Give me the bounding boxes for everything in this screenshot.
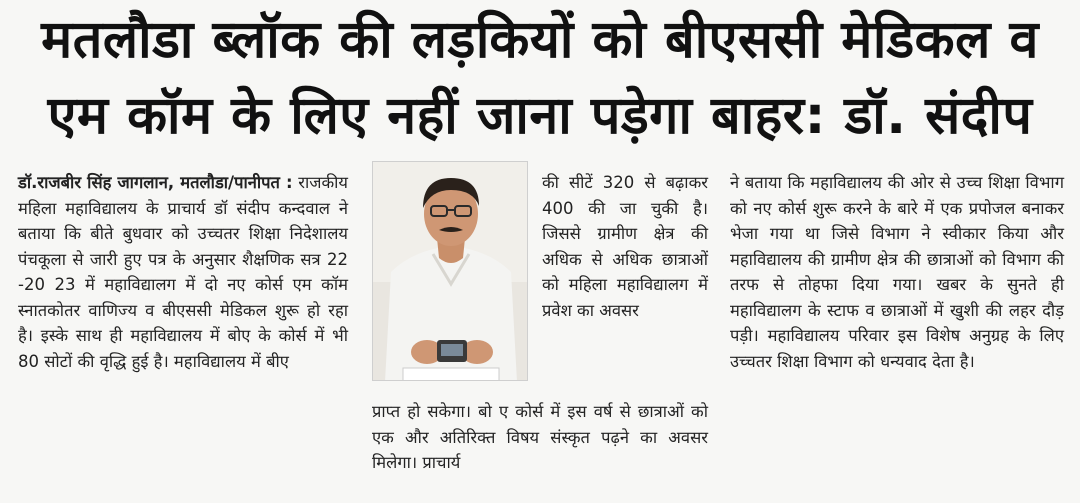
- column-2-top-text: की सीटें 320 से बढ़ाकर 400 की जा चुकी है। जिससे ग्रामीण क्षेत्र की अधिक से अधिक छात्राओं को महिला महाविद्यालग में प्रवेश का अवसर: [542, 173, 708, 320]
- headline-line-2: एम कॉम के लिए नहीं जाना पड़ेगा बाहर: डॉ. संदीप: [47, 86, 1033, 146]
- column-2-bottom-text: प्राप्त हो सकेगा। बो ए कोर्स में इस वर्ष से छात्राओं को एक और अतिरिक्त विषय संस्कृत पढ़ने का अवसर मिलेगा। प्राचार्य: [372, 402, 708, 472]
- principal-photo-image: [373, 162, 528, 381]
- column-4-text: ने बताया कि महाविद्यालय की ओर से उच्च शिक्षा विभाग को नए कोर्स शुरू करने के बारे में एक प्रपोजल बनाकर भेजा गया था जिसे विभाग ने स्वीकार किया और महाविद्यालय की ग्रामीण क्षेत्र की छात्राओं को विभाग की तरफ से तोहफा दिया गया। खबर के सुनते ही महाविद्यालग के स्टाफ व छात्राओं में खुशी की लहर दौड़ पड़ी। महाविद्यालय परिवार इस विशेष अनुग्रह के लिए उच्चतर शिक्षा विभाग को धन्यवाद देता है।: [730, 173, 1064, 371]
- article-column-4: [730, 170, 1064, 374]
- article-column-1: [18, 170, 348, 374]
- article-column-2-top: [542, 170, 708, 323]
- byline: डॉ.राजबीर सिंह जागलान, मतलौडा/पानीपत :: [18, 173, 293, 192]
- article-column-2-bottom: [372, 399, 708, 476]
- headline-line-1: मतलौडा ब्लॉक की लड़कियों को बीएससी मेडिकल व: [41, 10, 1039, 70]
- column-1-text: राजकीय महिला महाविद्यालय के प्राचार्य डॉ संदीप कन्दवाल ने बताया कि बीते बुधवार को उच्चतर शिक्षा निदेशालय पंचकूला से जारी हुए पत्र के अनुसार शैक्षणिक सत्र 22 -20 23 में महाविद्यालग में दो नए कोर्स एम कॉम स्नातकोतर वाणिज्य व बीएससी मेडिकल शुरू हो रहा है। इस्के साथ ही महाविद्यालय में बोए के कोर्स में भी 80 सोटों की वृद्धि हुई है। महाविद्यालय में बीए: [18, 173, 348, 371]
- principal-photo: [372, 161, 528, 381]
